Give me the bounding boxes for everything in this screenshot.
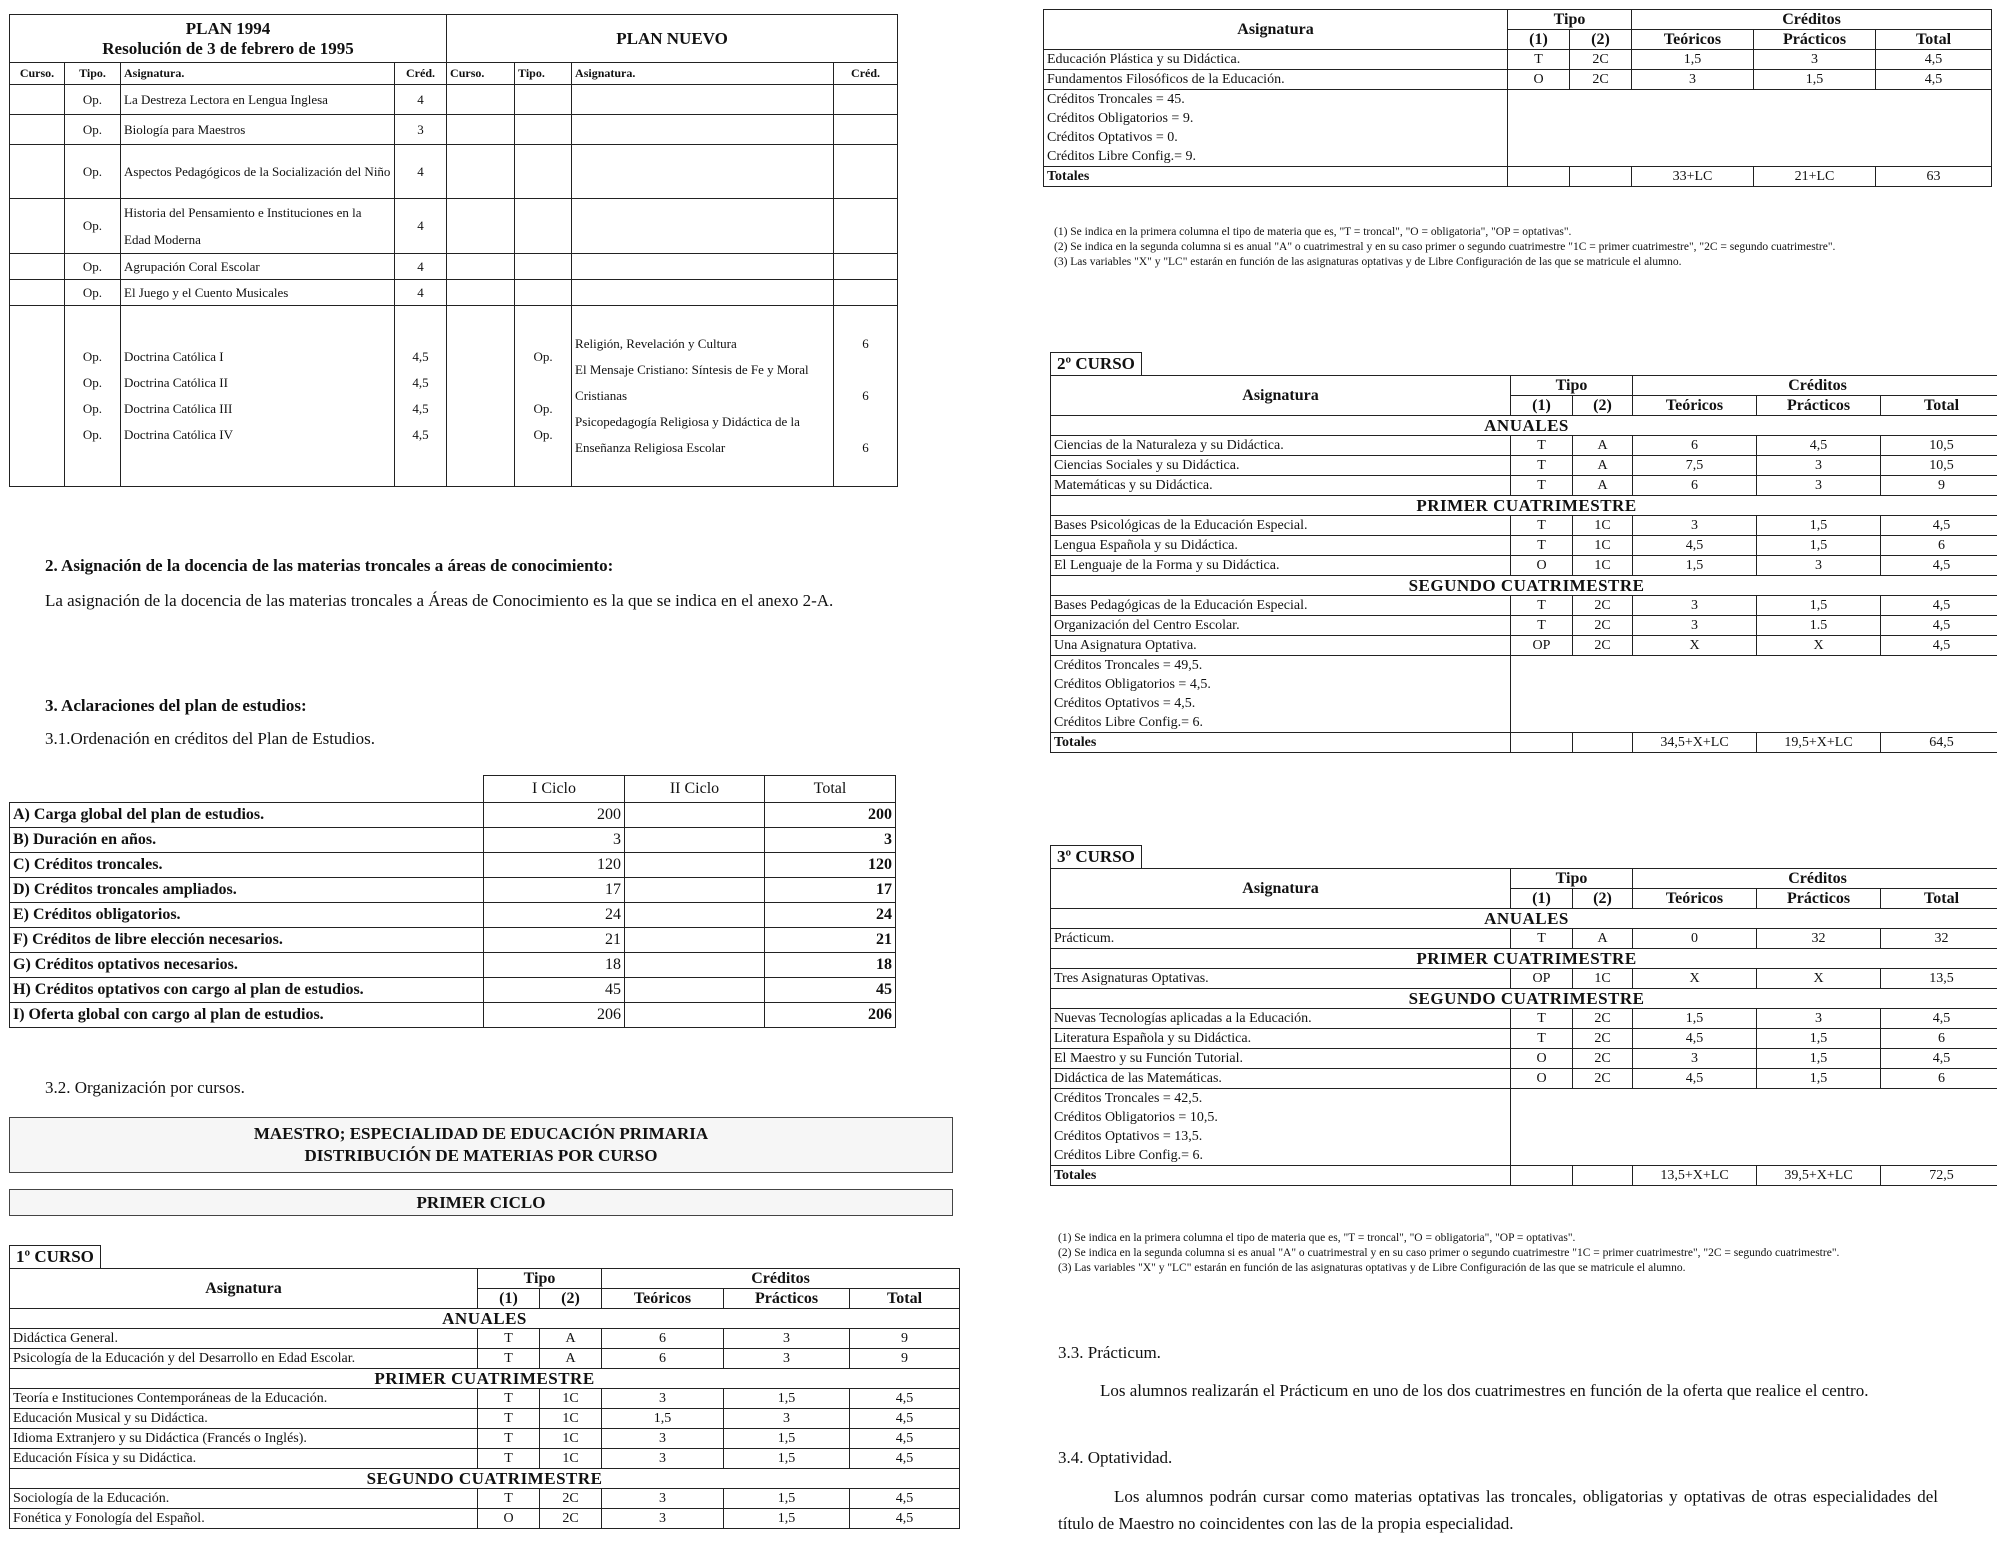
table-row: Op. El Juego y el Cuento Musicales 4 (10, 280, 898, 306)
table-row: Bases Psicológicas de la Educación Especial. T 1C 3 1,5 4,5 (1051, 516, 1997, 536)
header-row: (1) (2) Teóricos Prácticos Total (1051, 889, 1997, 909)
table-row: Educación Física y su Didáctica. T 1C 3 1,5 4,5 (10, 1449, 960, 1469)
table-row: I) Oferta global con cargo al plan de estudios. 206 206 (10, 1003, 896, 1028)
section-3-4-title: 3.4. Optatividad. (1058, 1448, 1173, 1467)
header-row: (1) (2) Teóricos Prácticos Total (1051, 396, 1997, 416)
table-row: Ciencias Sociales y su Didáctica. T A 7,5 3 10,5 (1051, 456, 1997, 476)
section-3-1-title: 3.1.Ordenación en créditos del Plan de Estudios. (45, 729, 376, 748)
table-row: Tres Asignaturas Optativas. OP 1C X X 13,5 (1051, 969, 1997, 989)
section-row: PRIMER CUATRIMESTRE (1051, 949, 1997, 969)
footnotes-2: (1) Se indica en la primera columna el tipo de materia que es, "T = troncal", "O = obligatoria", "OP = optativas". (2) Se indica en la segunda columna si es anual "A" o cuatrimestral y en su caso primer o segundo cuatrimestre "1C = primer cuatrimestre", "2C = segundo cuatrimestre". (3) Las variables "X" y "LC" estarán en función de las asignaturas optativas y de Libre Configuración de las que se matricule el alumno. (1058, 1232, 1840, 1274)
table-row: A) Carga global del plan de estudios. 200 200 (10, 803, 896, 828)
section-row: PRIMER CUATRIMESTRE (10, 1369, 960, 1389)
section-3-3-body: Los alumnos realizarán el Prácticum en uno de los dos cuatrimestres en función de la oferta que realice el centro. (1100, 1381, 1869, 1400)
plan-1994-header: PLAN 1994 Resolución de 3 de febrero de 1995 (10, 15, 447, 63)
header-row: Asignatura Tipo Créditos (1051, 376, 1997, 396)
section-3-4-body: Los alumnos podrán cursar como materias optativas las troncales, obligatorias y optativas de otras especialidades del título de Maestro no coincidentes con las de la propia especialidad. (1058, 1487, 1938, 1533)
table-row: Idioma Extranjero y su Didáctica (Francés o Inglés). T 1C 3 1,5 4,5 (10, 1429, 960, 1449)
doctrina-row: Op. Op. Op. Op. Doctrina Católica I Doctrina Católica II Doctrina Católica III Doctrina Católica IV 4,5 4,5 4,5 4,5 Op. Op. Op. Religión, Revelación y Cultura El Mensaje Cristiano: Síntesis de Fe y Moral Cristianas Psicopedagogía Religiosa y Didáctica de la Enseñanza Religiosa Escolar 6 6 6 (10, 306, 898, 487)
table-row: B) Duración en años. 3 3 (10, 828, 896, 853)
section-row: ANUALES (10, 1309, 960, 1329)
table-row: C) Créditos troncales. 120 120 (10, 853, 896, 878)
table-row: Bases Pedagógicas de la Educación Especial. T 2C 3 1,5 4,5 (1051, 596, 1997, 616)
plan-comparison-table (9, 14, 898, 487)
section-3-2-title: 3.2. Organización por cursos. (45, 1078, 245, 1097)
section-row: ANUALES (1051, 909, 1997, 929)
section-row: SEGUNDO CUATRIMESTRE (10, 1469, 960, 1489)
table-row: F) Créditos de libre elección necesarios. 21 21 (10, 928, 896, 953)
table-row: Psicología de la Educación y del Desarrollo en Edad Escolar. T A 6 3 9 (10, 1349, 960, 1369)
table-row: D) Créditos troncales ampliados. 17 17 (10, 878, 896, 903)
table-row: Teoría e Instituciones Contemporáneas de la Educación. T 1C 3 1,5 4,5 (10, 1389, 960, 1409)
table-row: Nuevas Tecnologías aplicadas a la Educación. T 2C 1,5 3 4,5 (1051, 1009, 1997, 1029)
creditos-summary: Créditos Troncales = 45. Créditos Obligatorios = 9. Créditos Optativos = 0. Créditos Libre Config.= 9. (1044, 90, 1992, 167)
plan-column-headers: Curso. Tipo. Asignatura. Créd. Curso. Tipo. Asignatura. Créd. (10, 63, 898, 85)
table-row: Op. Historia del Pensamiento e Instituciones en la Edad Moderna 4 (10, 199, 898, 254)
table-row: Educación Plástica y su Didáctica. T 2C 1,5 3 4,5 (1044, 50, 1992, 70)
header-row: Asignatura Tipo Créditos (1044, 10, 1992, 30)
curso-tag: 2º CURSO (1050, 352, 1142, 376)
table-row: Op. Agrupación Coral Escolar 4 (10, 254, 898, 280)
totales-row: Totales 34,5+X+LC 19,5+X+LC 64,5 (1051, 733, 1997, 753)
plan-nuevo-header: PLAN NUEVO (447, 15, 898, 63)
table-row: Sociología de la Educación. T 2C 3 1,5 4,5 (10, 1489, 960, 1509)
header-row: (1) (2) Teóricos Prácticos Total (1044, 30, 1992, 50)
table-row: Didáctica de las Matemáticas. O 2C 4,5 1,5 6 (1051, 1069, 1997, 1089)
table-row: Organización del Centro Escolar. T 2C 3 1.5 4,5 (1051, 616, 1997, 636)
table-row: E) Créditos obligatorios. 24 24 (10, 903, 896, 928)
table-row: Matemáticas y su Didáctica. T A 6 3 9 (1051, 476, 1997, 496)
ordenacion-creditos-table: I Ciclo II Ciclo Total A) Carga global del plan de estudios. 200 200 B) Duración en años. 3 3 C) Créditos troncales. 120 120 D) Créditos troncales ampliados. 17 17 E) Créditos obligatorios. 24 24 F) Créditos de libre elección necesarios. 21 21 G) Créditos optativos necesarios. 18 18 H) Créditos optativos con cargo al plan de estudios. 45 45 I) Oferta global con cargo al plan de estudios. 206 206 (9, 775, 896, 1028)
table-row: Educación Musical y su Didáctica. T 1C 1,5 3 4,5 (10, 1409, 960, 1429)
table-row: Lengua Española y su Didáctica. T 1C 4,5 1,5 6 (1051, 536, 1997, 556)
section-3-title: 3. Aclaraciones del plan de estudios: (45, 696, 307, 715)
table-row: Literatura Española y su Didáctica. T 2C 4,5 1,5 6 (1051, 1029, 1997, 1049)
table-row: Didáctica General. T A 6 3 9 (10, 1329, 960, 1349)
table-row: Op. Biología para Maestros 3 (10, 115, 898, 145)
curso-1-continuation-table (1043, 9, 1992, 187)
table-row: Fundamentos Filosóficos de la Educación. O 2C 3 1,5 4,5 (1044, 70, 1992, 90)
curso-3-table (1050, 845, 1997, 1186)
section-row: SEGUNDO CUATRIMESTRE (1051, 989, 1997, 1009)
especialidad-banner: MAESTRO; ESPECIALIDAD DE EDUCACIÓN PRIMARIA DISTRIBUCIÓN DE MATERIAS POR CURSO (9, 1117, 953, 1173)
curso-tag: 3º CURSO (1050, 845, 1142, 869)
footnotes-1: (1) Se indica en la primera columna el tipo de materia que es, "T = troncal", "O = obligatoria", "OP = optativas". (2) Se indica en la segunda columna si es anual "A" o cuatrimestral y en su caso primer o segundo cuatrimestre "1C = primer cuatrimestre", "2C = segundo cuatrimestre". (3) Las variables "X" y "LC" estarán en función de las asignaturas optativas y de Libre Configuración de las que se matricule el alumno. (1054, 226, 1836, 268)
header-row: Asignatura Tipo Créditos (10, 1269, 960, 1289)
table-row: Una Asignatura Optativa. OP 2C X X 4,5 (1051, 636, 1997, 656)
table-row: El Lenguaje de la Forma y su Didáctica. O 1C 1,5 3 4,5 (1051, 556, 1997, 576)
section-row: SEGUNDO CUATRIMESTRE (1051, 576, 1997, 596)
table-row: Op. La Destreza Lectora en Lengua Inglesa 4 (10, 85, 898, 115)
section-2-body: La asignación de la docencia de las materias troncales a Áreas de Conocimiento es la que se indica en el anexo 2-A. (45, 591, 834, 610)
totales-row: Totales 33+LC 21+LC 63 (1044, 167, 1992, 187)
table-row: El Maestro y su Función Tutorial. O 2C 3 1,5 4,5 (1051, 1049, 1997, 1069)
creditos-summary: Créditos Troncales = 42,5. Créditos Obligatorios = 10,5. Créditos Optativos = 13,5. Créditos Libre Config.= 6. (1051, 1089, 1997, 1166)
header-row: Asignatura Tipo Créditos (1051, 869, 1997, 889)
primer-ciclo-banner: PRIMER CICLO (9, 1189, 953, 1216)
section-3-3-title: 3.3. Prácticum. (1058, 1343, 1161, 1362)
section-row: PRIMER CUATRIMESTRE (1051, 496, 1997, 516)
curso-tag: 1º CURSO (9, 1245, 101, 1269)
creditos-summary: Créditos Troncales = 49,5. Créditos Obligatorios = 4,5. Créditos Optativos = 4,5. Créditos Libre Config.= 6. (1051, 656, 1997, 733)
table-row: G) Créditos optativos necesarios. 18 18 (10, 953, 896, 978)
table-row: Fonética y Fonología del Español. O 2C 3 1,5 4,5 (10, 1509, 960, 1529)
header-row: (1) (2) Teóricos Prácticos Total (10, 1289, 960, 1309)
table-row: Op. Aspectos Pedagógicos de la Socialización del Niño 4 (10, 145, 898, 199)
section-2-title: 2. Asignación de la docencia de las materias troncales a áreas de conocimiento: (45, 556, 614, 575)
section-row: ANUALES (1051, 416, 1997, 436)
totales-row: Totales 13,5+X+LC 39,5+X+LC 72,5 (1051, 1166, 1997, 1186)
curso-1-table (9, 1245, 960, 1529)
curso-2-table (1050, 352, 1997, 753)
table-row: H) Créditos optativos con cargo al plan de estudios. 45 45 (10, 978, 896, 1003)
table-row: Ciencias de la Naturaleza y su Didáctica. T A 6 4,5 10,5 (1051, 436, 1997, 456)
table-row: Prácticum. T A 0 32 32 (1051, 929, 1997, 949)
